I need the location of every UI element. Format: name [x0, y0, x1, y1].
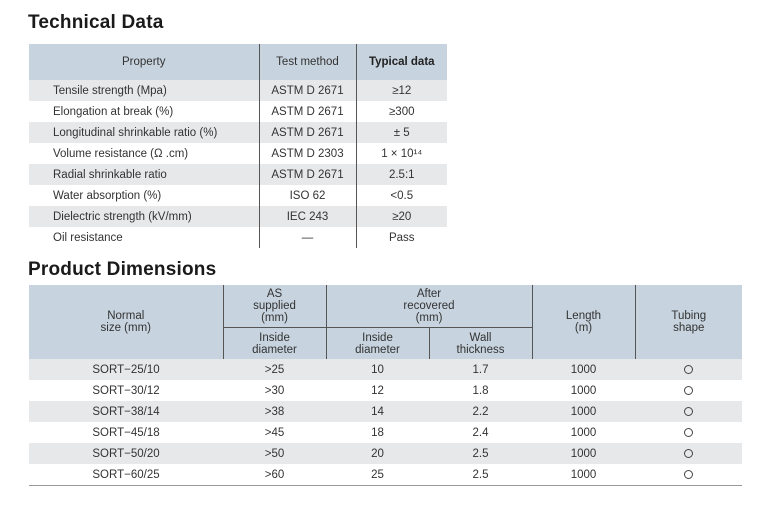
property-cell: Volume resistance (Ω .cm) — [29, 143, 259, 164]
header-test-method: Test method — [259, 44, 356, 80]
recovered-inside-diameter-cell: 14 — [326, 401, 429, 422]
tubing-shape-cell — [635, 464, 742, 486]
technical-data-title: Technical Data — [28, 12, 164, 33]
test-method-cell: ASTM D 2671 — [259, 80, 356, 101]
header-as-supplied-line1: AS — [266, 288, 283, 300]
header-length-line2: (m) — [574, 322, 593, 334]
header-after-recovered-line3: (mm) — [415, 312, 443, 324]
supplied-inside-diameter-cell: >45 — [264, 426, 285, 439]
table-row — [29, 185, 447, 206]
typical-data-cell: ± 5 — [356, 122, 447, 143]
recovered-inside-diameter-cell: 10 — [326, 359, 429, 380]
test-method-cell: IEC 243 — [259, 206, 356, 227]
circle-outline-icon — [684, 365, 693, 374]
tubing-shape-cell — [635, 422, 742, 443]
property-cell: Elongation at break (%) — [29, 101, 259, 122]
normal-size-cell: SORT−60/25 — [29, 464, 223, 486]
table-row — [29, 227, 447, 248]
table-row — [29, 401, 742, 422]
table-row — [29, 143, 447, 164]
recovered-inside-diameter-cell: 20 — [326, 443, 429, 464]
product-dimensions-table — [29, 285, 742, 486]
header-as-supplied-line2: supplied — [253, 300, 296, 312]
header-normal-size-line2: size (mm) — [100, 322, 151, 334]
table-row — [29, 380, 742, 401]
typical-data-cell: ≥20 — [356, 206, 447, 227]
header-tubing-shape — [635, 285, 742, 359]
test-method-cell: ASTM D 2303 — [259, 143, 356, 164]
recovered-inside-diameter-cell: 12 — [371, 384, 384, 397]
normal-size-cell: SORT−30/12 — [92, 384, 160, 397]
header-recovered-inside-diameter-line1: Inside — [362, 331, 393, 344]
wall-thickness-cell: 2.5 — [429, 443, 532, 464]
product-dimensions-title: Product Dimensions — [28, 259, 217, 280]
table-row — [29, 101, 447, 122]
length-cell: 1000 — [532, 464, 635, 486]
header-supplied-inside-diameter-line1: Inside — [259, 331, 290, 344]
length-cell: 1000 — [532, 359, 635, 380]
length-cell: 1000 — [570, 384, 597, 397]
table-row — [29, 206, 447, 227]
technical-data-table — [29, 44, 447, 248]
test-method-cell: ISO 62 — [259, 185, 356, 206]
normal-size-cell: SORT−50/20 — [29, 443, 223, 464]
property-cell: Dielectric strength (kV/mm) — [29, 206, 259, 227]
normal-size-cell: SORT−45/18 — [92, 426, 160, 439]
header-supplied-inside-diameter — [223, 328, 326, 360]
header-property: Property — [29, 44, 259, 80]
circle-outline-icon — [684, 449, 693, 458]
wall-thickness-cell: 1.7 — [429, 359, 532, 380]
property-cell: Longitudinal shrinkable ratio (%) — [29, 122, 259, 143]
header-wall-thickness-line1: Wall — [469, 331, 492, 344]
test-method-cell: ASTM D 2671 — [259, 101, 356, 122]
wall-thickness-cell: 2.5 — [429, 464, 532, 486]
normal-size-cell: SORT−38/14 — [29, 401, 223, 422]
header-after-recovered-line1: After — [416, 288, 442, 300]
supplied-inside-diameter-cell: >30 — [264, 384, 285, 397]
typical-data-cell: <0.5 — [390, 189, 414, 202]
table-row — [29, 122, 447, 143]
length-cell: 1000 — [532, 401, 635, 422]
tubing-shape-cell — [635, 443, 742, 464]
supplied-inside-diameter-cell: >25 — [223, 359, 326, 380]
wall-thickness-cell: 2.4 — [472, 426, 489, 439]
dimensions-header-row-1 — [29, 285, 742, 328]
supplied-inside-diameter-cell: >38 — [223, 401, 326, 422]
recovered-inside-diameter-cell: 25 — [326, 464, 429, 486]
property-cell: Radial shrinkable ratio — [29, 164, 259, 185]
supplied-inside-diameter-cell: >50 — [223, 443, 326, 464]
wall-thickness-cell: 1.8 — [472, 384, 489, 397]
typical-data-cell: ≥12 — [356, 80, 447, 101]
table-row — [29, 359, 742, 380]
typical-data-cell: Pass — [388, 231, 415, 244]
header-after-recovered — [326, 285, 532, 328]
length-cell: 1000 — [570, 426, 597, 439]
typical-data-cell: 2.5:1 — [356, 164, 447, 185]
header-tubing-shape-line2: shape — [673, 322, 705, 334]
table-row — [29, 464, 742, 486]
normal-size-cell: SORT−25/10 — [29, 359, 223, 380]
table-row — [29, 164, 447, 185]
table-row — [29, 443, 742, 464]
supplied-inside-diameter-cell: >60 — [223, 464, 326, 486]
typical-data-cell: ≥300 — [389, 105, 415, 118]
header-normal-size-line1: Normal — [107, 310, 145, 322]
technical-header-row — [29, 44, 447, 80]
header-tubing-shape-line1: Tubing — [671, 310, 707, 322]
length-cell: 1000 — [532, 443, 635, 464]
header-recovered-inside-diameter-line2: diameter — [355, 343, 400, 356]
header-as-supplied-line3: (mm) — [261, 312, 288, 324]
table-row — [29, 80, 447, 101]
property-cell: Water absorption (%) — [29, 185, 259, 206]
header-as-supplied — [223, 285, 326, 328]
header-normal-size — [29, 285, 223, 359]
tubing-shape-cell — [635, 359, 742, 380]
header-after-recovered-line2: recovered — [403, 300, 455, 312]
tubing-shape-cell — [635, 401, 742, 422]
header-length — [532, 285, 635, 359]
header-recovered-inside-diameter — [326, 328, 429, 360]
circle-outline-icon — [684, 470, 693, 479]
wall-thickness-cell: 2.2 — [429, 401, 532, 422]
header-supplied-inside-diameter-line2: diameter — [252, 343, 297, 356]
test-method-cell: ASTM D 2671 — [259, 122, 356, 143]
circle-outline-icon — [684, 386, 693, 395]
circle-outline-icon — [684, 428, 693, 437]
test-method-cell: ASTM D 2671 — [259, 164, 356, 185]
header-length-line1: Length — [565, 310, 602, 322]
circle-outline-icon — [684, 407, 693, 416]
property-cell: Tensile strength (Mpa) — [29, 80, 259, 101]
header-wall-thickness-line2: thickness — [456, 343, 505, 356]
typical-data-cell: 1 × 10¹⁴ — [381, 147, 423, 160]
header-wall-thickness — [429, 328, 532, 360]
property-cell: Oil resistance — [29, 227, 259, 248]
table-row — [29, 422, 742, 443]
test-method-cell: — — [259, 227, 356, 248]
recovered-inside-diameter-cell: 18 — [371, 426, 384, 439]
tubing-shape-cell — [635, 380, 742, 401]
header-typical-data: Typical data — [356, 44, 447, 80]
